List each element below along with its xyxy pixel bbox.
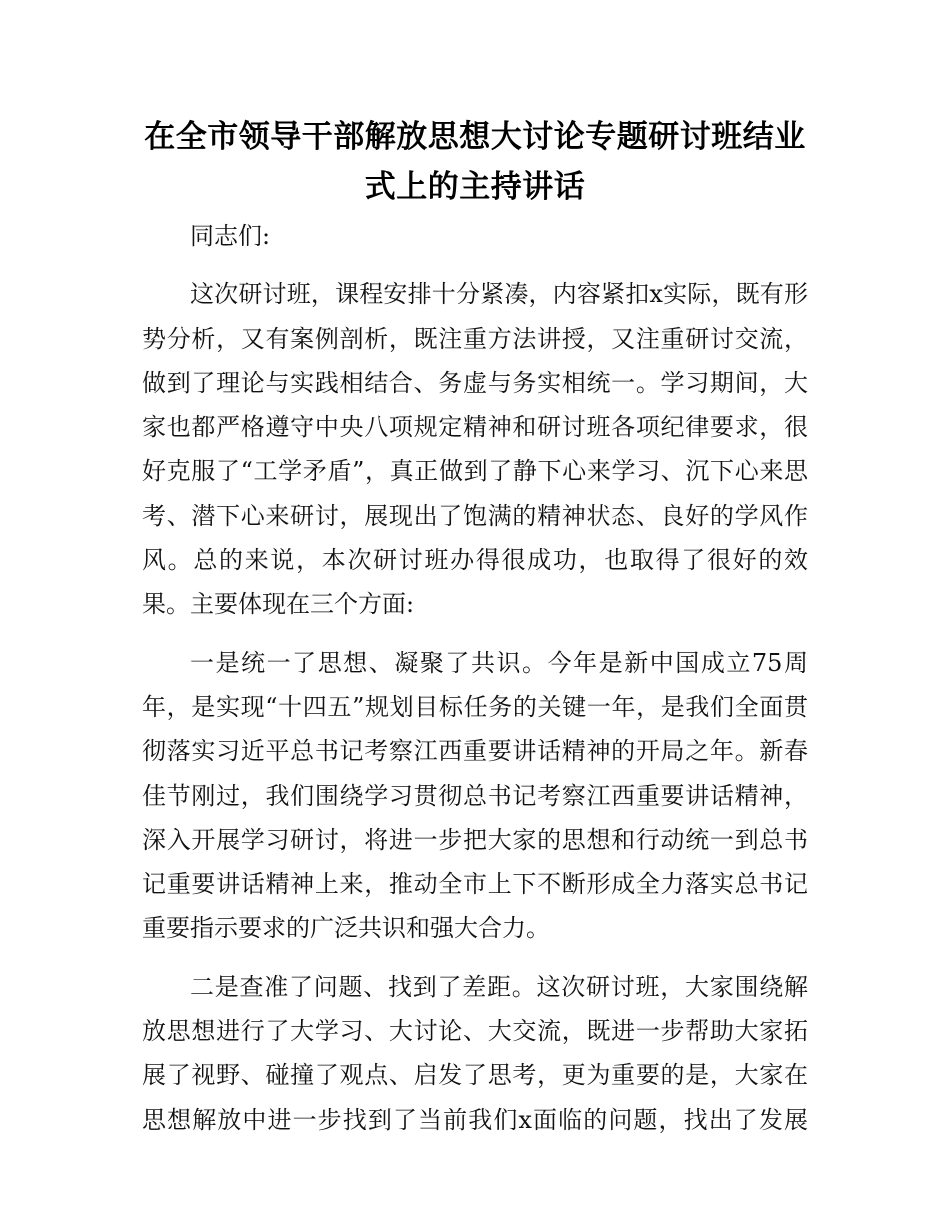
paragraph-point-two: 二是查准了问题、找到了差距。这次研讨班，大家围绕解放思想进行了大学习、大讨论、大交流，既进一步帮助大家拓展了视野、碰撞了观点、启发了思考，更为重要的是，大家在思想解放中进一步找到了当前我们x面临的问题，找出了发展 bbox=[142, 972, 808, 1134]
salutation: 同志们: bbox=[190, 222, 271, 250]
paragraph-overview: 这次研讨班，课程安排十分紧凑，内容紧扣x实际，既有形势分析，又有案例剖析，既注重方法讲授，又注重研讨交流，做到了理论与实践相结合、务虚与务实相统一。学习期间，大家也都严格遵守中央八项规定精神和研讨班各项纪律要求，很好克服了“工学矛盾”，真正做到了静下心来学习、沉下心来思考、潜下心来研讨，展现出了饱满的精神状态、良好的学风作风。总的来说，本次研讨班办得很成功，也取得了很好的效果。主要体现在三个方面: bbox=[142, 280, 808, 619]
document-body bbox=[142, 214, 808, 1142]
document-title: 在全市领导干部解放思想大讨论专题研讨班结业式上的主持讲话 bbox=[144, 119, 806, 205]
paragraph-point-one: 一是统一了思想、凝聚了共识。今年是新中国成立75周年，是实现“十四五”规划目标任务的关键一年，是我们全面贯彻落实习近平总书记考察江西重要讲话精神的开局之年。新春佳节刚过，我们围绕学习贯彻总书记考察江西重要讲话精神，深入开展学习研讨，将进一步把大家的思想和行动统一到总书记重要讲话精神上来，推动全市上下不断形成全力落实总书记重要指示要求的广泛共识和强大合力。 bbox=[142, 648, 808, 943]
